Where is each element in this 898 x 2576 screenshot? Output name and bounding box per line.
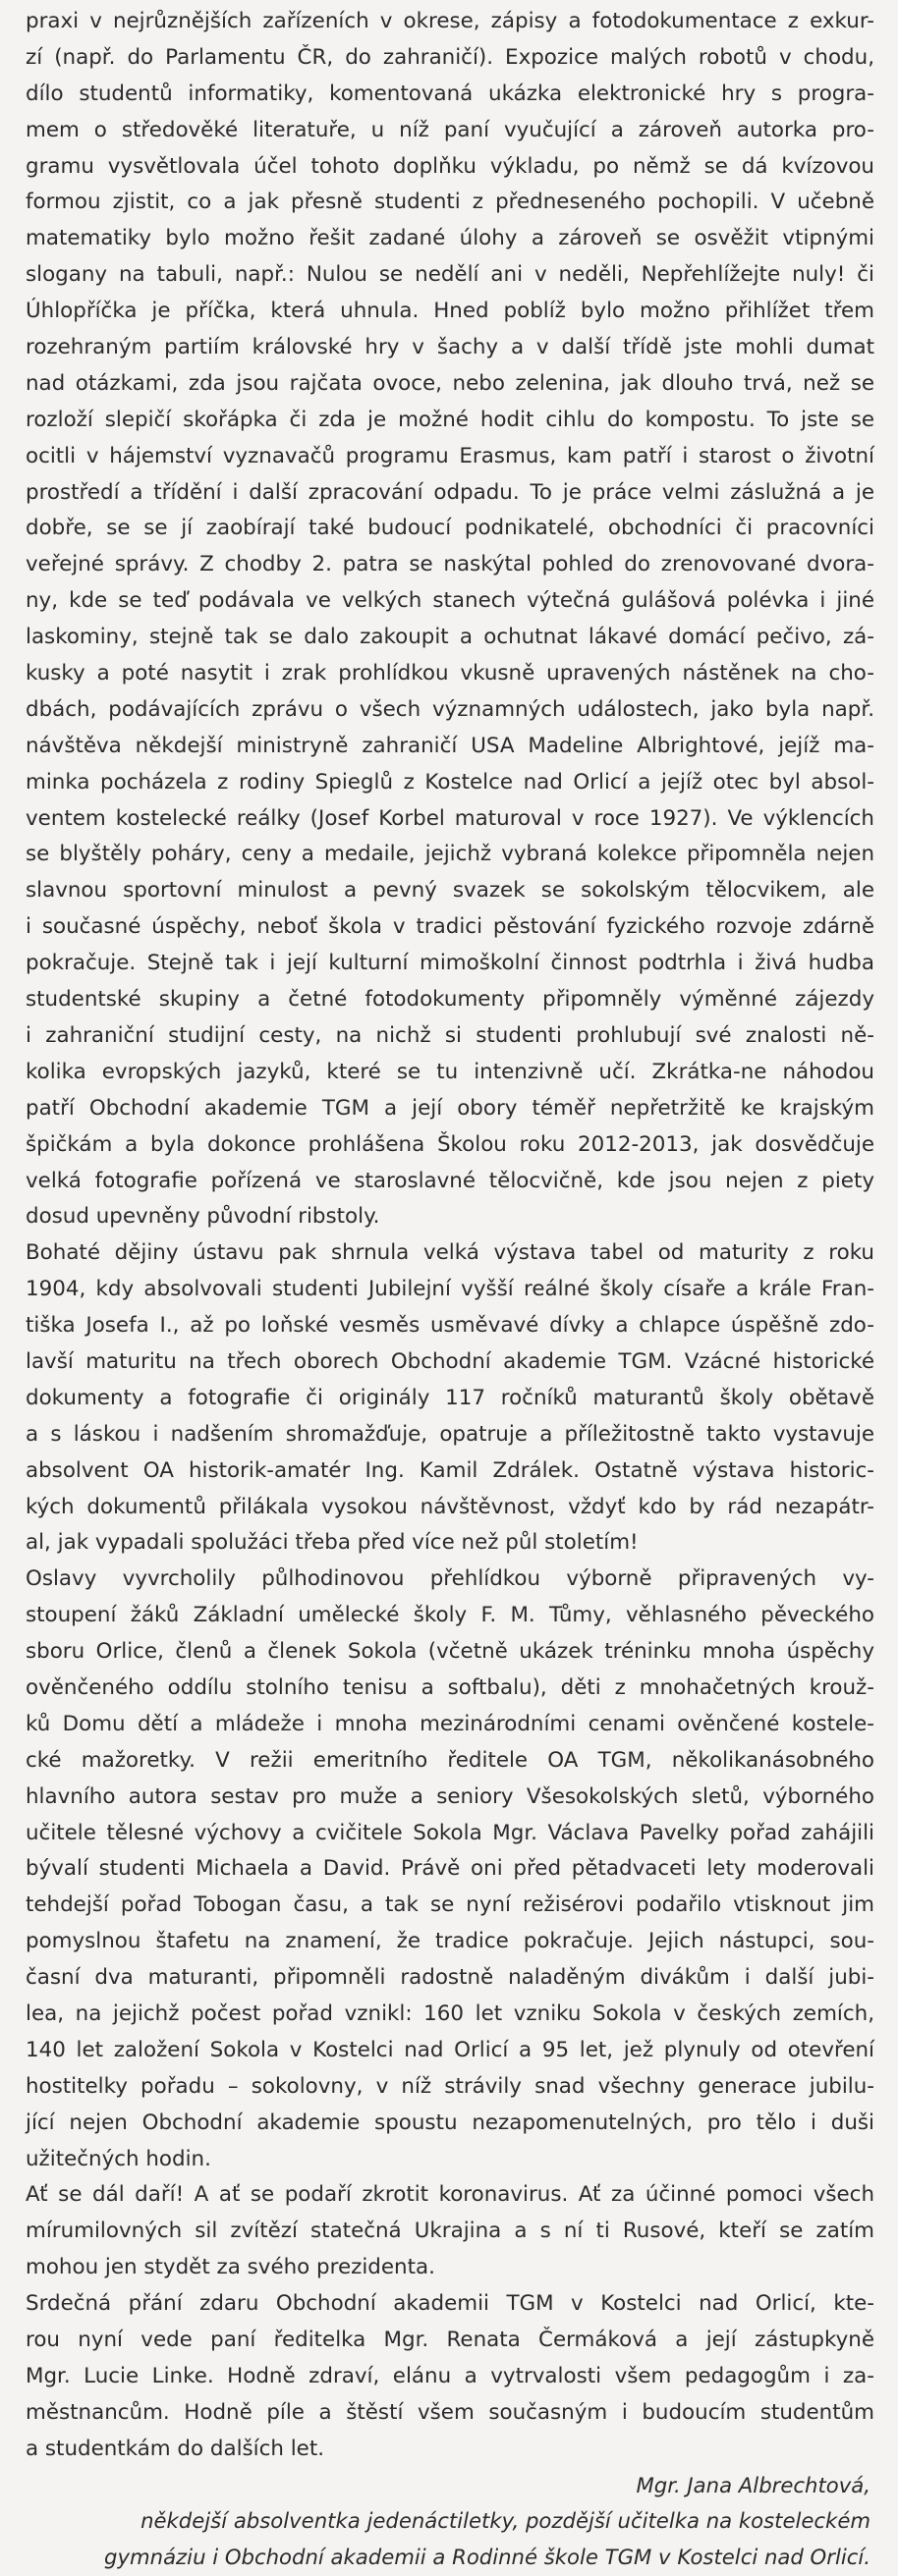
paragraph-line: praxi v nejrůznějších zařízeních v okrese, zápisy a fotodokumentace z exkur-: [26, 9, 874, 33]
article-paragraph: [26, 2177, 874, 2286]
paragraph-line: 140 let založení Sokola v Kostelci nad Orlicí a 95 let, jež plynuly od otevření: [26, 2037, 874, 2062]
paragraph-line: učitele tělesné výchovy a cvičitele Sokola Mgr. Václava Pavelky pořad zahájili: [26, 1820, 874, 1845]
article-paragraph: [26, 2286, 874, 2467]
paragraph-line: lavší maturitu na třech oborech Obchodní akademie TGM. Vzácné historické: [26, 1348, 874, 1374]
paragraph-line: tiška Josefa I., až po loňské vesměs usměvavé dívky a chlapce úspěšně zdo-: [26, 1313, 874, 1339]
paragraph-line: rozloží slepičí skořápka či zda je možné hodit cihlu do kompostu. To jste se: [26, 407, 874, 432]
paragraph-line: dokumenty a fotografie či originály 117 ročníků maturantů školy obětavě: [26, 1385, 874, 1410]
paragraph-line: časní dva maturanti, připomněli radostně naladěným divákům i další jubi-: [26, 1965, 874, 1991]
signature-author-name: Mgr. Jana Albrechtová,: [636, 2472, 870, 2497]
paragraph-line: pokračuje. Stejně tak i její kulturní mimoškolní činnost podtrhla i živá hudba: [26, 951, 874, 976]
paragraph-line: zí (např. do Parlamentu ČR, do zahraničí). Expozice malých robotů v chodu,: [26, 44, 874, 70]
paragraph-line: Srdečná přání zdaru Obchodní akademii TGM v Kostelci nad Orlicí, kte-: [26, 2291, 874, 2317]
article-paragraph: [26, 1562, 874, 2177]
paragraph-line: Ať se dál daří! A ať se podaří zkrotit koronavirus. Ať za účinné pomoci všech: [26, 2182, 874, 2208]
paragraph-line: kusky a poté nasytit i zrak prohlídkou vkusně upravených nástěnek na cho-: [26, 661, 874, 686]
paragraph-line: 1904, kdy absolvovali studenti Jubilejní vyšší reálné školy císaře a krále Fran-: [26, 1277, 874, 1302]
signature-affiliation-line: gymnáziu i Obchodní akademii a Rodinné škole TGM v Kostelci nad Orlicí.: [104, 2545, 870, 2570]
paragraph-line: kých dokumentů přilákala vysokou návštěvnost, vždyť kdo by rád nezapátr-: [26, 1494, 874, 1519]
paragraph-line: městnancům. Hodně píle a štěstí všem současným i budoucím studentům: [26, 2399, 874, 2425]
author-signature: [26, 2468, 874, 2576]
paragraph-line: gramu vysvětlovala účel tohoto doplňku výkladu, po němž se dá kvízovou: [26, 153, 874, 179]
paragraph-line: veřejné správy. Z chodby 2. patra se naskýtal pohled do zrenovované dvora-: [26, 552, 874, 577]
paragraph-line: rou nyní vede paní ředitelka Mgr. Renata Čermáková a její zástupkyně: [26, 2328, 874, 2352]
paragraph-line: slavnou sportovní minulost a pevný svazek se sokolským tělocvikem, ale: [26, 878, 874, 904]
paragraph-line: hlavního autora sestav pro muže a seniory Všesokolských sletů, výborného: [26, 1783, 874, 1809]
article-body: [26, 4, 874, 2468]
paragraph-line: Úhlopříčka je příčka, která uhnula. Hned poblíž bylo možno přihlížet třem: [26, 299, 874, 324]
paragraph-line: i současné úspěchy, neboť škola v tradici pěstování fyzického rozvoje zdárně: [26, 914, 874, 940]
signature-affiliation-line: někdejší absolventka jedenáctiletky, pozdější učitelka na kosteleckém: [140, 2508, 870, 2534]
paragraph-line: sboru Orlice, členů a členek Sokola (včetně ukázek tréninku mnoha úspěchy: [26, 1639, 874, 1665]
paragraph-line: Bohaté dějiny ústavu pak shrnula velká výstava tabel od maturity z roku: [26, 1240, 874, 1266]
paragraph-line: prostředí a třídění i další zpracování odpadu. To je práce velmi záslužná a je: [26, 479, 874, 505]
paragraph-line: návštěva někdejší ministryně zahraničí USA Madeline Albrightové, jejíž ma-: [26, 733, 874, 758]
paragraph-line: lea, na jejichž počest pořad vznikl: 160 let vzniku Sokola v českých zemích,: [26, 2001, 874, 2026]
paragraph-line: laskominy, stejně tak se dalo zakoupit a ochutnat lákavé domácí pečivo, zá-: [26, 625, 874, 650]
paragraph-line: pomyslnou štafetu na znamení, že tradice pokračuje. Jejich nástupci, sou-: [26, 1929, 874, 1954]
paragraph-line: ventem kostelecké reálky (Josef Korbel maturoval v roce 1927). Ve výklencích: [26, 805, 874, 831]
paragraph-line: al, jak vypadali spolužáci třeba před více než půl stoletím!: [26, 1530, 639, 1556]
paragraph-line: dbách, podávajících zprávu o všech významných událostech, jako byla např.: [26, 696, 874, 722]
paragraph-line: cké mažoretky. V režii emeritního ředitele OA TGM, několikanásobného: [26, 1747, 874, 1773]
paragraph-line: a s láskou i nadšením shromažďuje, opatruje a příležitostně takto vystavuje: [26, 1421, 874, 1447]
paragraph-line: velká fotografie pořízená ve staroslavné tělocvičně, kde jsou nejen z piety: [26, 1168, 874, 1193]
paragraph-line: stoupení žáků Základní umělecké školy F. M. Tůmy, věhlasného pěveckého: [26, 1603, 874, 1628]
paragraph-line: ny, kde se teď podávala ve velkých stanech výtečná gulášová polévka i jiné: [26, 588, 874, 614]
paragraph-line: ocitli v hájemství vyznavačů programu Erasmus, kam patří i starost o životní: [26, 443, 874, 468]
paragraph-line: mohou jen stydět za svého prezidenta.: [26, 2255, 435, 2280]
paragraph-line: se blyštěly poháry, ceny a medaile, jejichž vybraná kolekce připomněla nejen: [26, 842, 874, 867]
paragraph-line: ků Domu dětí a mládeže i mnoha mezinárodními cenami ověnčené kostele-: [26, 1711, 874, 1736]
article-paragraph: [26, 1235, 874, 1562]
paragraph-line: Mgr. Lucie Linke. Hodně zdraví, elánu a vytrvalosti všem pedagogům i za-: [26, 2363, 874, 2388]
paragraph-line: rozehraným partiím královské hry v šachy a v další třídě jste mohli dumat: [26, 335, 874, 360]
paragraph-line: ověnčeného oddílu stolního tenisu a softbalu), děti z mnohačetných krouž-: [26, 1674, 874, 1700]
paragraph-line: nad otázkami, zda jsou rajčata ovoce, nebo zelenina, jak dlouho trvá, než se: [26, 370, 874, 396]
paragraph-line: hostitelky pořadu – sokolovny, v níž strávily snad všechny generace jubilu-: [26, 2073, 874, 2099]
paragraph-line: užitečných hodin.: [26, 2146, 211, 2171]
paragraph-line: dílo studentů informatiky, komentovaná ukázka elektronické hry s progra-: [26, 81, 874, 106]
paragraph-line: Oslavy vyvrcholily půlhodinovou přehlídkou výborně připravených vy-: [26, 1566, 874, 1592]
paragraph-line: jící nejen Obchodní akademie spoustu nezapomenutelných, pro tělo i duši: [26, 2110, 874, 2135]
paragraph-line: dobře, se se jí zaobírají také budoucí podnikatelé, obchodníci či pracovníci: [26, 516, 874, 541]
paragraph-line: kolika evropských jazyků, které se tu intenzivně učí. Zkrátka-ne náhodou: [26, 1059, 874, 1084]
article-paragraph: [26, 4, 874, 1235]
paragraph-line: mem o středověké literatuře, u níž paní vyučující a zároveň autorka pro-: [26, 117, 874, 142]
paragraph-line: tehdejší pořad Tobogan času, a tak se nyní režisérovi podařilo vtisknout jim: [26, 1892, 874, 1918]
paragraph-line: a studentkám do dalších let.: [26, 2436, 325, 2461]
paragraph-line: matematiky bylo možno řešit zadané úlohy a zároveň se osvěžit vtipnými: [26, 226, 874, 251]
paragraph-line: špičkám a byla dokonce prohlášena Školou roku 2012-2013, jak dosvědčuje: [26, 1131, 874, 1157]
paragraph-line: patří Obchodní akademie TGM a její obory téměř nepřetržitě ke krajským: [26, 1095, 874, 1121]
paragraph-line: studentské skupiny a četné fotodokumenty připomněly výměnné zájezdy: [26, 987, 874, 1013]
paragraph-line: slogany na tabuli, např.: Nulou se nedělí ani v neděli, Nepřehlížejte nuly! či: [26, 262, 874, 288]
paragraph-line: i zahraniční studijní cesty, na nichž si studenti prohlubují své znalosti ně-: [26, 1022, 874, 1048]
paragraph-line: mírumilovných sil zvítězí statečná Ukrajina a s ní ti Rusové, kteří se zatím: [26, 2219, 874, 2244]
paragraph-line: minka pocházela z rodiny Spieglů z Kostelce nad Orlicí a jejíž otec byl absol-: [26, 769, 874, 795]
paragraph-line: bývalí studenti Michaela a David. Právě oni před pětadvaceti lety moderovali: [26, 1856, 874, 1882]
paragraph-line: absolvent OA historik-amatér Ing. Kamil Zdrálek. Ostatně výstava historic-: [26, 1457, 874, 1483]
paragraph-line: dosud upevněny původní ribstoly.: [26, 1204, 380, 1230]
paragraph-line: formou zjistit, co a jak přesně studenti z předneseného pochopili. V učebně: [26, 190, 874, 215]
